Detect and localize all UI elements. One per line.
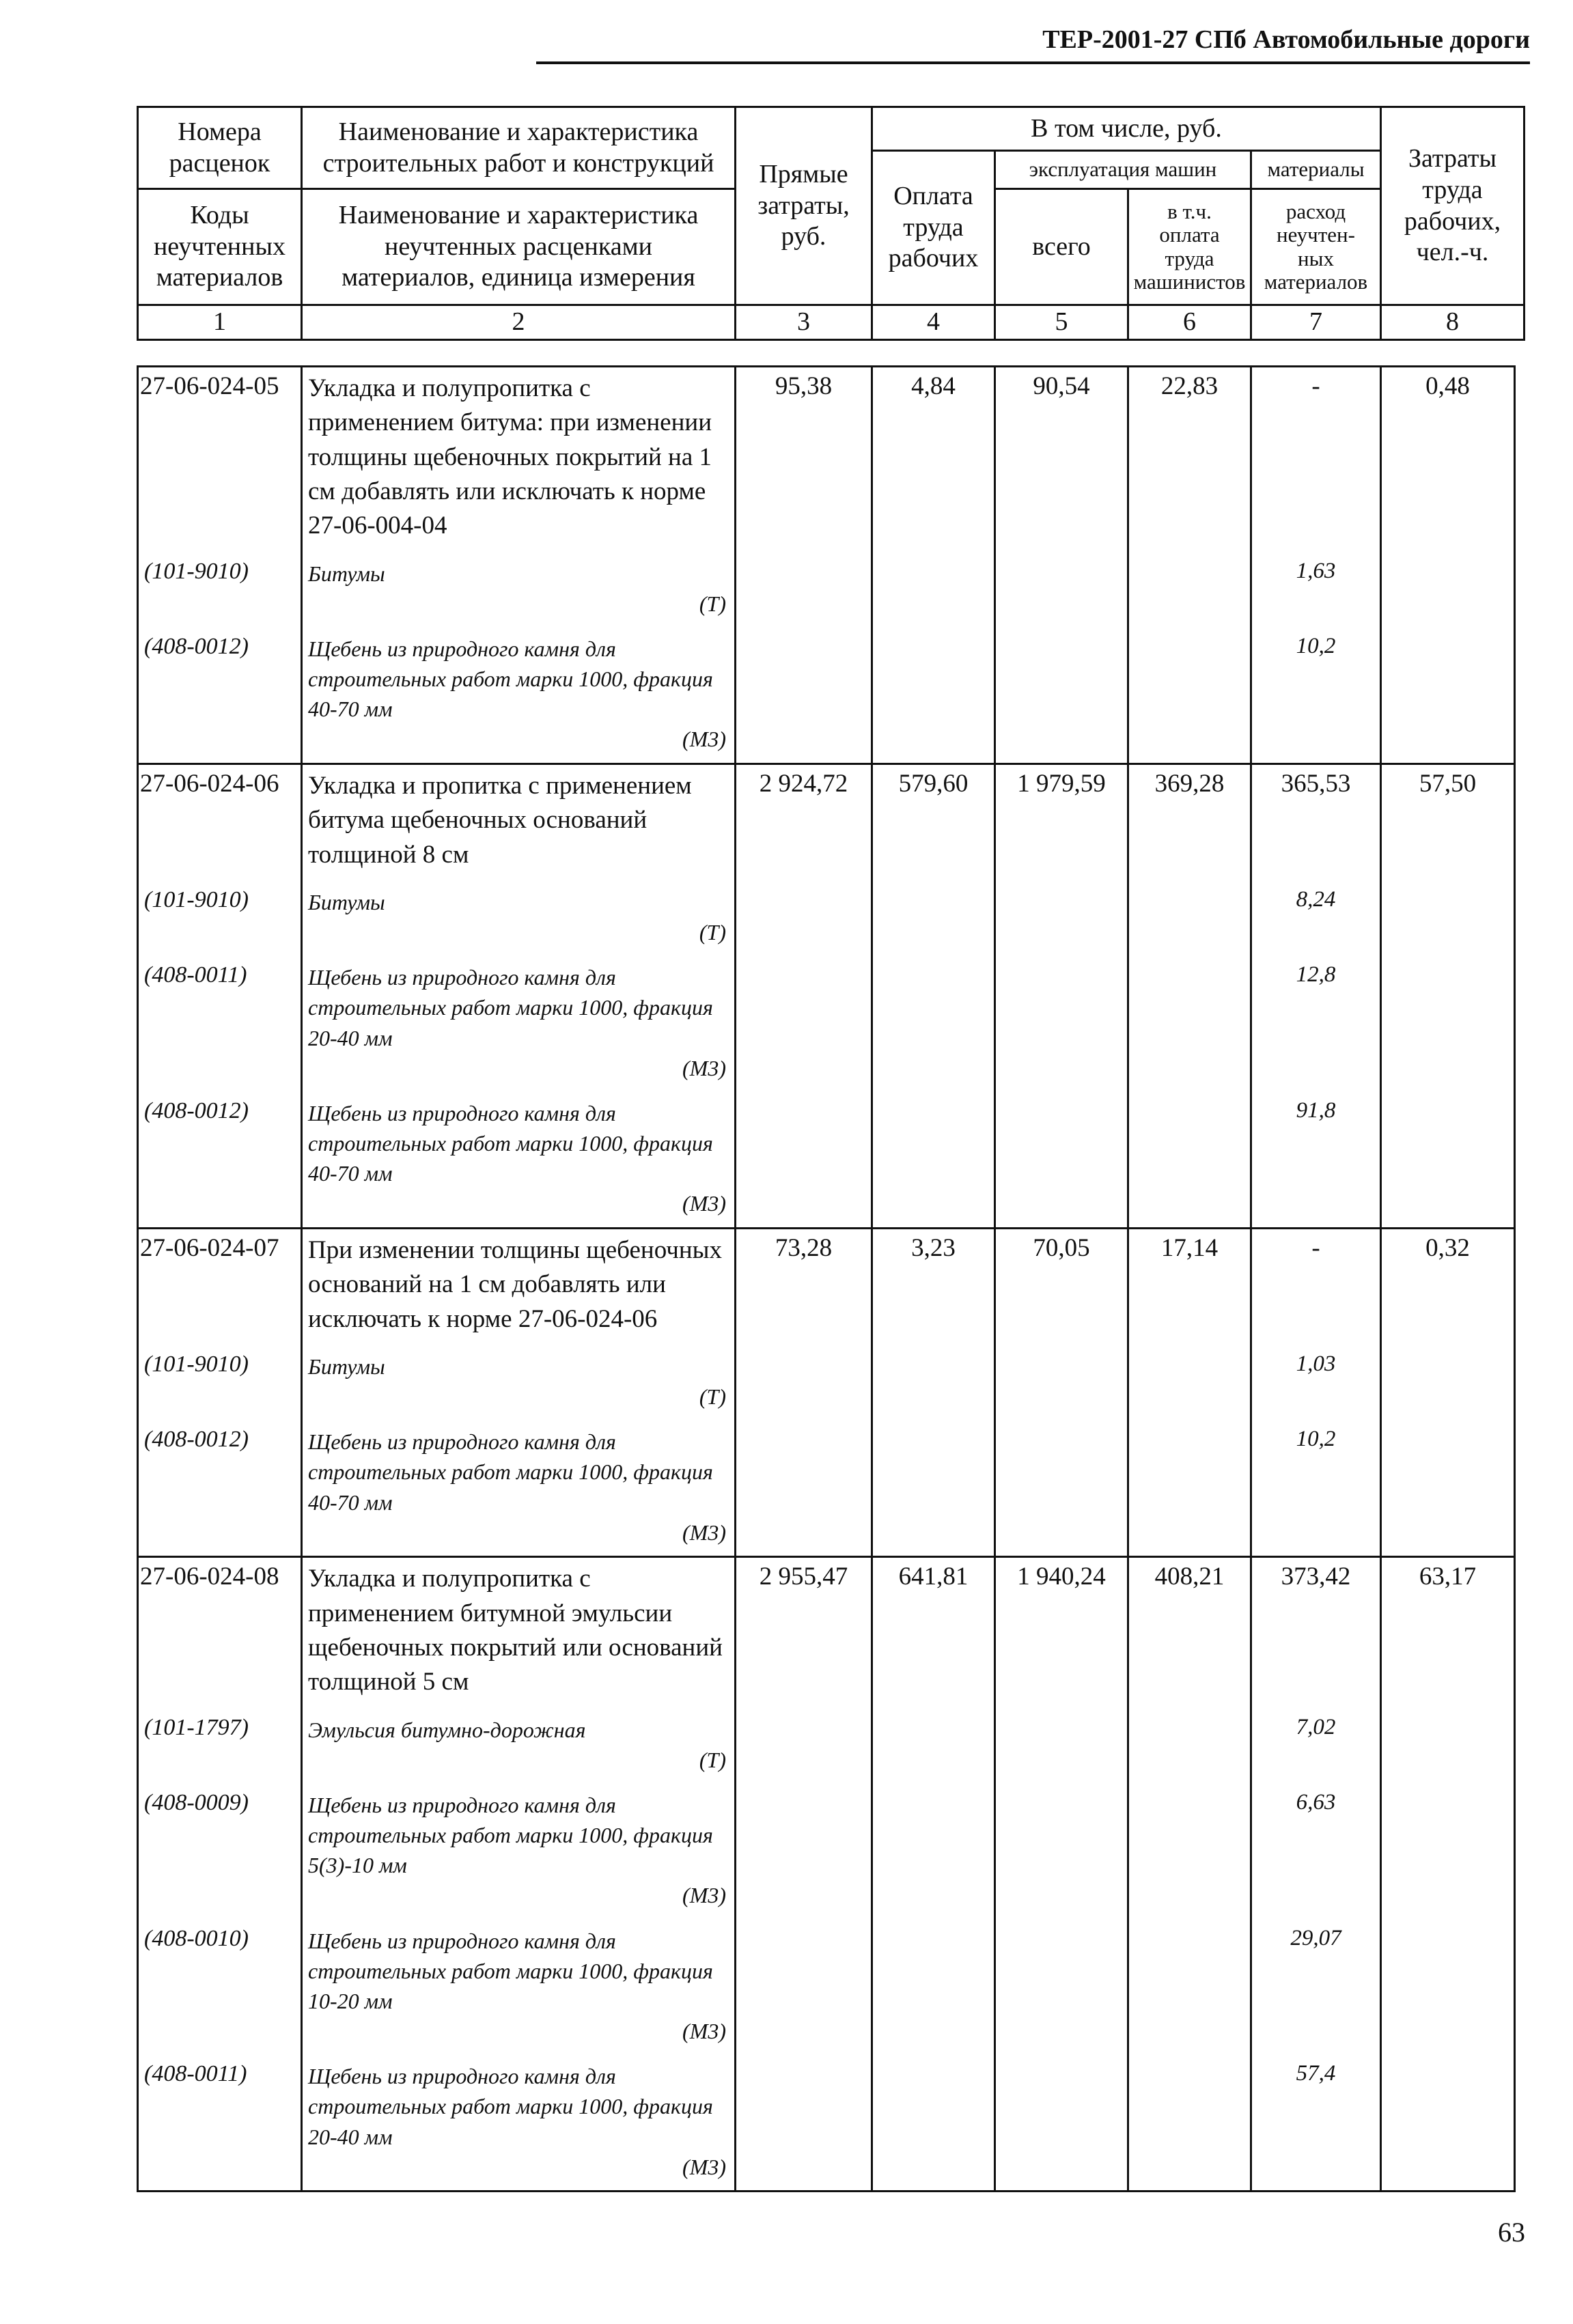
direct-costs: 95,38 — [736, 367, 872, 544]
material-name: Битумы — [308, 889, 385, 914]
empty-cell — [736, 1083, 872, 1219]
empty-cell — [872, 619, 995, 755]
material-name: Щебень из природного камня для строительных работ марки 1000, фракция 5(3)-10 мм — [308, 1792, 713, 1878]
material-quantity: 1,63 — [1251, 544, 1381, 619]
empty-cell — [872, 1219, 995, 1229]
empty-cell — [1381, 544, 1515, 619]
empty-cell — [1381, 2046, 1515, 2182]
empty-cell — [872, 755, 995, 764]
materials-cost: 365,53 — [1251, 764, 1381, 872]
material-unit: (Т) — [699, 920, 726, 945]
material-code: (408-0011) — [138, 947, 302, 1083]
material-unit: (М3) — [682, 2154, 726, 2179]
rates-body — [138, 367, 1515, 2192]
empty-cell — [1128, 2182, 1251, 2192]
col-number: 3 — [736, 305, 872, 340]
machines-header: эксплуатация машин — [995, 151, 1251, 189]
rates-table — [137, 365, 1516, 2192]
material-name: Эмульсия битумно-дорожная — [308, 1717, 586, 1742]
material-quantity: 1,03 — [1251, 1336, 1381, 1412]
empty-cell — [736, 1548, 872, 1557]
empty-cell — [138, 2182, 302, 2192]
empty-cell — [1128, 1083, 1251, 1219]
material-quantity: 6,63 — [1251, 1775, 1381, 1911]
material-row — [138, 2046, 1515, 2182]
header-line: ных — [1298, 246, 1334, 270]
material-name: Щебень из природного камня для строительных работ марки 1000, фракция 10-20 мм — [308, 1928, 713, 2013]
material-name-cell — [302, 947, 736, 1083]
col8-header — [1381, 107, 1525, 305]
header-line: Наименование и характеристика — [338, 117, 699, 146]
empty-cell — [1381, 1219, 1515, 1229]
rate-code: 27-06-024-05 — [138, 367, 302, 544]
material-name-cell — [302, 1775, 736, 1911]
material-row — [138, 544, 1515, 619]
row-spacer — [138, 755, 1515, 764]
labor-hours: 57,50 — [1381, 764, 1515, 872]
col3-header — [736, 107, 872, 305]
empty-cell — [302, 2182, 736, 2192]
column-header-table — [137, 106, 1525, 341]
header-line: труда — [1422, 175, 1483, 204]
material-name: Битумы — [308, 561, 385, 586]
rate-row — [138, 1229, 1515, 1336]
labor-pay: 641,81 — [872, 1557, 995, 1700]
empty-cell — [1128, 1336, 1251, 1412]
header-line: Затраты — [1408, 144, 1497, 173]
material-code: (408-0012) — [138, 619, 302, 755]
empty-cell — [995, 947, 1128, 1083]
material-unit: (М3) — [682, 727, 726, 752]
header-line: расценок — [169, 148, 270, 178]
material-quantity: 91,8 — [1251, 1083, 1381, 1219]
material-quantity: 8,24 — [1251, 872, 1381, 947]
material-name: Щебень из природного камня для строительных работ марки 1000, фракция 40-70 мм — [308, 636, 713, 722]
labor-hours: 0,32 — [1381, 1229, 1515, 1336]
direct-costs: 2 955,47 — [736, 1557, 872, 1700]
rate-code: 27-06-024-08 — [138, 1557, 302, 1700]
machines-total: 70,05 — [995, 1229, 1128, 1336]
empty-cell — [995, 1219, 1128, 1229]
col7-header — [1251, 189, 1381, 305]
labor-pay: 3,23 — [872, 1229, 995, 1336]
material-row — [138, 872, 1515, 947]
material-name: Щебень из природного камня для строительных работ марки 1000, фракция 40-70 мм — [308, 1100, 713, 1186]
rate-code: 27-06-024-06 — [138, 764, 302, 872]
col-number: 6 — [1128, 305, 1251, 340]
header-line: строительных работ и конструкций — [322, 148, 714, 178]
rate-row — [138, 367, 1515, 544]
labor-pay: 579,60 — [872, 764, 995, 872]
empty-cell — [736, 619, 872, 755]
direct-costs: 73,28 — [736, 1229, 872, 1336]
empty-cell — [736, 544, 872, 619]
machinists-pay: 369,28 — [1128, 764, 1251, 872]
empty-cell — [872, 544, 995, 619]
material-unit: (М3) — [682, 1191, 726, 1216]
material-row — [138, 1083, 1515, 1219]
header-line: рабочих, — [1404, 206, 1501, 236]
material-quantity: 12,8 — [1251, 947, 1381, 1083]
material-name: Щебень из природного камня для строительных работ марки 1000, фракция 20-40 мм — [308, 965, 713, 1050]
empty-cell — [872, 1548, 995, 1557]
labor-pay: 4,84 — [872, 367, 995, 544]
material-code: (408-0012) — [138, 1412, 302, 1548]
material-name: Щебень из природного камня для строительных работ марки 1000, фракция 40-70 мм — [308, 1429, 713, 1515]
machinists-pay: 408,21 — [1128, 1557, 1251, 1700]
machinists-pay: 17,14 — [1128, 1229, 1251, 1336]
header-line: в т.ч. — [1167, 199, 1212, 224]
material-name: Щебень из природного камня для строительных работ марки 1000, фракция 20-40 мм — [308, 2064, 713, 2149]
material-code: (101-9010) — [138, 544, 302, 619]
empty-cell — [1128, 1700, 1251, 1775]
material-quantity: 10,2 — [1251, 1412, 1381, 1548]
material-quantity: 7,02 — [1251, 1700, 1381, 1775]
material-name-cell — [302, 1700, 736, 1775]
empty-cell — [1128, 947, 1251, 1083]
material-name-cell — [302, 1412, 736, 1548]
empty-cell — [1381, 1775, 1515, 1911]
empty-cell — [995, 1911, 1128, 2047]
document-header-title: ТЕР-2001-27 СПб Автомобильные дороги — [1042, 25, 1530, 54]
materials-cost: - — [1251, 1229, 1381, 1336]
empty-cell — [872, 2182, 995, 2192]
empty-cell — [872, 1083, 995, 1219]
empty-cell — [736, 1700, 872, 1775]
machines-total: 1 940,24 — [995, 1557, 1128, 1700]
material-name-cell — [302, 1336, 736, 1412]
materials-cost: 373,42 — [1251, 1557, 1381, 1700]
empty-cell — [995, 1336, 1128, 1412]
empty-cell — [1381, 755, 1515, 764]
empty-cell — [1381, 1700, 1515, 1775]
empty-cell — [736, 872, 872, 947]
material-name-cell — [302, 1911, 736, 2047]
empty-cell — [1251, 1219, 1381, 1229]
material-quantity: 29,07 — [1251, 1911, 1381, 2047]
material-unit: (Т) — [699, 591, 726, 616]
materials-cost: - — [1251, 367, 1381, 544]
material-name-cell — [302, 2046, 736, 2182]
empty-cell — [1128, 1548, 1251, 1557]
col1-bottom-header — [138, 189, 302, 305]
header-rule — [536, 61, 1530, 64]
col-number: 8 — [1381, 305, 1525, 340]
material-code: (101-1797) — [138, 1700, 302, 1775]
material-row — [138, 1700, 1515, 1775]
rate-row — [138, 1557, 1515, 1700]
empty-cell — [736, 1775, 872, 1911]
col2-top-header — [302, 107, 736, 189]
empty-cell — [302, 755, 736, 764]
col-number: 4 — [872, 305, 995, 340]
col-number: 1 — [138, 305, 302, 340]
material-code: (408-0011) — [138, 2046, 302, 2182]
empty-cell — [1381, 1412, 1515, 1548]
empty-cell — [1251, 1548, 1381, 1557]
material-code: (101-9010) — [138, 872, 302, 947]
empty-cell — [995, 2046, 1128, 2182]
machines-total: 1 979,59 — [995, 764, 1128, 872]
header-line: Прямые — [759, 160, 848, 189]
material-unit: (М3) — [682, 1883, 726, 1908]
material-code: (408-0009) — [138, 1775, 302, 1911]
material-name-cell — [302, 872, 736, 947]
material-name-cell — [302, 619, 736, 755]
empty-cell — [995, 1775, 1128, 1911]
empty-cell — [995, 619, 1128, 755]
empty-cell — [995, 755, 1128, 764]
empty-cell — [995, 1700, 1128, 1775]
row-spacer — [138, 2182, 1515, 2192]
labor-hours: 63,17 — [1381, 1557, 1515, 1700]
empty-cell — [138, 755, 302, 764]
header-line: неучтенных — [153, 232, 286, 261]
empty-cell — [1381, 619, 1515, 755]
empty-cell — [1251, 2182, 1381, 2192]
empty-cell — [138, 1219, 302, 1229]
direct-costs: 2 924,72 — [736, 764, 872, 872]
material-name-cell — [302, 1083, 736, 1219]
empty-cell — [872, 947, 995, 1083]
machines-total: 90,54 — [995, 367, 1128, 544]
header-line: материалов — [156, 263, 283, 292]
material-code: (101-9010) — [138, 1336, 302, 1412]
material-code: (408-0012) — [138, 1083, 302, 1219]
empty-cell — [995, 1548, 1128, 1557]
empty-cell — [1251, 755, 1381, 764]
col-number: 7 — [1251, 305, 1381, 340]
empty-cell — [736, 947, 872, 1083]
empty-cell — [872, 1412, 995, 1548]
col6-header — [1128, 189, 1251, 305]
empty-cell — [872, 872, 995, 947]
empty-cell — [138, 1548, 302, 1557]
empty-cell — [995, 2182, 1128, 2192]
empty-cell — [1128, 755, 1251, 764]
empty-cell — [1381, 872, 1515, 947]
col4-header — [872, 151, 995, 305]
empty-cell — [872, 2046, 995, 2182]
material-unit: (М3) — [682, 2019, 726, 2044]
header-line: Наименование и характеристика — [338, 201, 699, 230]
col-number: 5 — [995, 305, 1128, 340]
material-row — [138, 1911, 1515, 2047]
empty-cell — [1381, 947, 1515, 1083]
header-line: материалов, единица измерения — [342, 263, 695, 292]
empty-cell — [736, 2182, 872, 2192]
empty-cell — [872, 1336, 995, 1412]
empty-cell — [736, 1911, 872, 2047]
empty-cell — [1381, 1911, 1515, 2047]
header-line: Номера — [178, 117, 262, 146]
header-line: Коды — [190, 201, 249, 230]
empty-cell — [1128, 619, 1251, 755]
material-quantity: 57,4 — [1251, 2046, 1381, 2182]
empty-cell — [736, 755, 872, 764]
header-line: материалов — [1264, 269, 1368, 294]
col5-header: всего — [995, 189, 1128, 305]
header-line: чел.-ч. — [1416, 238, 1489, 267]
empty-cell — [736, 1336, 872, 1412]
page-number: 63 — [1498, 2217, 1525, 2248]
empty-cell — [872, 1700, 995, 1775]
group-header: В том числе, руб. — [872, 107, 1381, 151]
labor-hours: 0,48 — [1381, 367, 1515, 544]
empty-cell — [1381, 2182, 1515, 2192]
header-line: расход — [1285, 199, 1346, 224]
machinists-pay: 22,83 — [1128, 367, 1251, 544]
material-row — [138, 947, 1515, 1083]
empty-cell — [1128, 1219, 1251, 1229]
empty-cell — [1128, 1775, 1251, 1911]
material-row — [138, 1775, 1515, 1911]
header-line: труда — [903, 212, 964, 242]
empty-cell — [302, 1219, 736, 1229]
rate-row — [138, 764, 1515, 872]
header-line: труда — [1165, 246, 1214, 270]
material-row — [138, 1412, 1515, 1548]
empty-cell — [872, 1775, 995, 1911]
empty-cell — [1128, 544, 1251, 619]
header-line: затраты, — [757, 191, 850, 220]
col2-bottom-header — [302, 189, 736, 305]
rate-name: При изменении толщины щебеночных оснований на 1 см добавлять или исключать к норме 27-06-024-06 — [302, 1229, 736, 1336]
rate-name: Укладка и пропитка с применением битума щебеночных оснований толщиной 8 см — [302, 764, 736, 872]
empty-cell — [1128, 1911, 1251, 2047]
empty-cell — [736, 2046, 872, 2182]
header-line: рабочих — [888, 244, 979, 273]
header-line: Оплата — [893, 182, 973, 211]
material-unit: (М3) — [682, 1055, 726, 1080]
rate-code: 27-06-024-07 — [138, 1229, 302, 1336]
empty-cell — [1381, 1083, 1515, 1219]
empty-cell — [1128, 2046, 1251, 2182]
header-line: неучтенных расценками — [385, 232, 652, 261]
header-line: оплата — [1159, 223, 1220, 247]
material-unit: (Т) — [699, 1384, 726, 1410]
empty-cell — [1128, 1412, 1251, 1548]
material-unit: (М3) — [682, 1520, 726, 1545]
material-name: Битумы — [308, 1354, 385, 1379]
material-name-cell — [302, 544, 736, 619]
empty-cell — [1381, 1336, 1515, 1412]
material-row — [138, 619, 1515, 755]
rate-name: Укладка и полупропитка с применением битумной эмульсии щебеночных покрытий или оснований толщиной 5 см — [302, 1557, 736, 1700]
material-row — [138, 1336, 1515, 1412]
empty-cell — [995, 872, 1128, 947]
material-code: (408-0010) — [138, 1911, 302, 2047]
materials-header: материалы — [1251, 151, 1381, 189]
header-line: руб. — [781, 222, 826, 251]
empty-cell — [302, 1548, 736, 1557]
empty-cell — [736, 1219, 872, 1229]
col1-top-header — [138, 107, 302, 189]
empty-cell — [995, 1083, 1128, 1219]
empty-cell — [736, 1412, 872, 1548]
empty-cell — [1128, 872, 1251, 947]
rate-name: Укладка и полупропитка с применением битума: при изменении толщины щебеночных покрытий на 1 см добавлять или исключать к норме 27-06-004-04 — [302, 367, 736, 544]
material-quantity: 10,2 — [1251, 619, 1381, 755]
row-spacer — [138, 1548, 1515, 1557]
empty-cell — [995, 544, 1128, 619]
col-number: 2 — [302, 305, 736, 340]
empty-cell — [872, 1911, 995, 2047]
empty-cell — [995, 1412, 1128, 1548]
header-line: неучтен- — [1277, 223, 1355, 247]
row-spacer — [138, 1219, 1515, 1229]
header-line: машинистов — [1133, 269, 1246, 294]
material-unit: (Т) — [699, 1747, 726, 1772]
empty-cell — [1381, 1548, 1515, 1557]
